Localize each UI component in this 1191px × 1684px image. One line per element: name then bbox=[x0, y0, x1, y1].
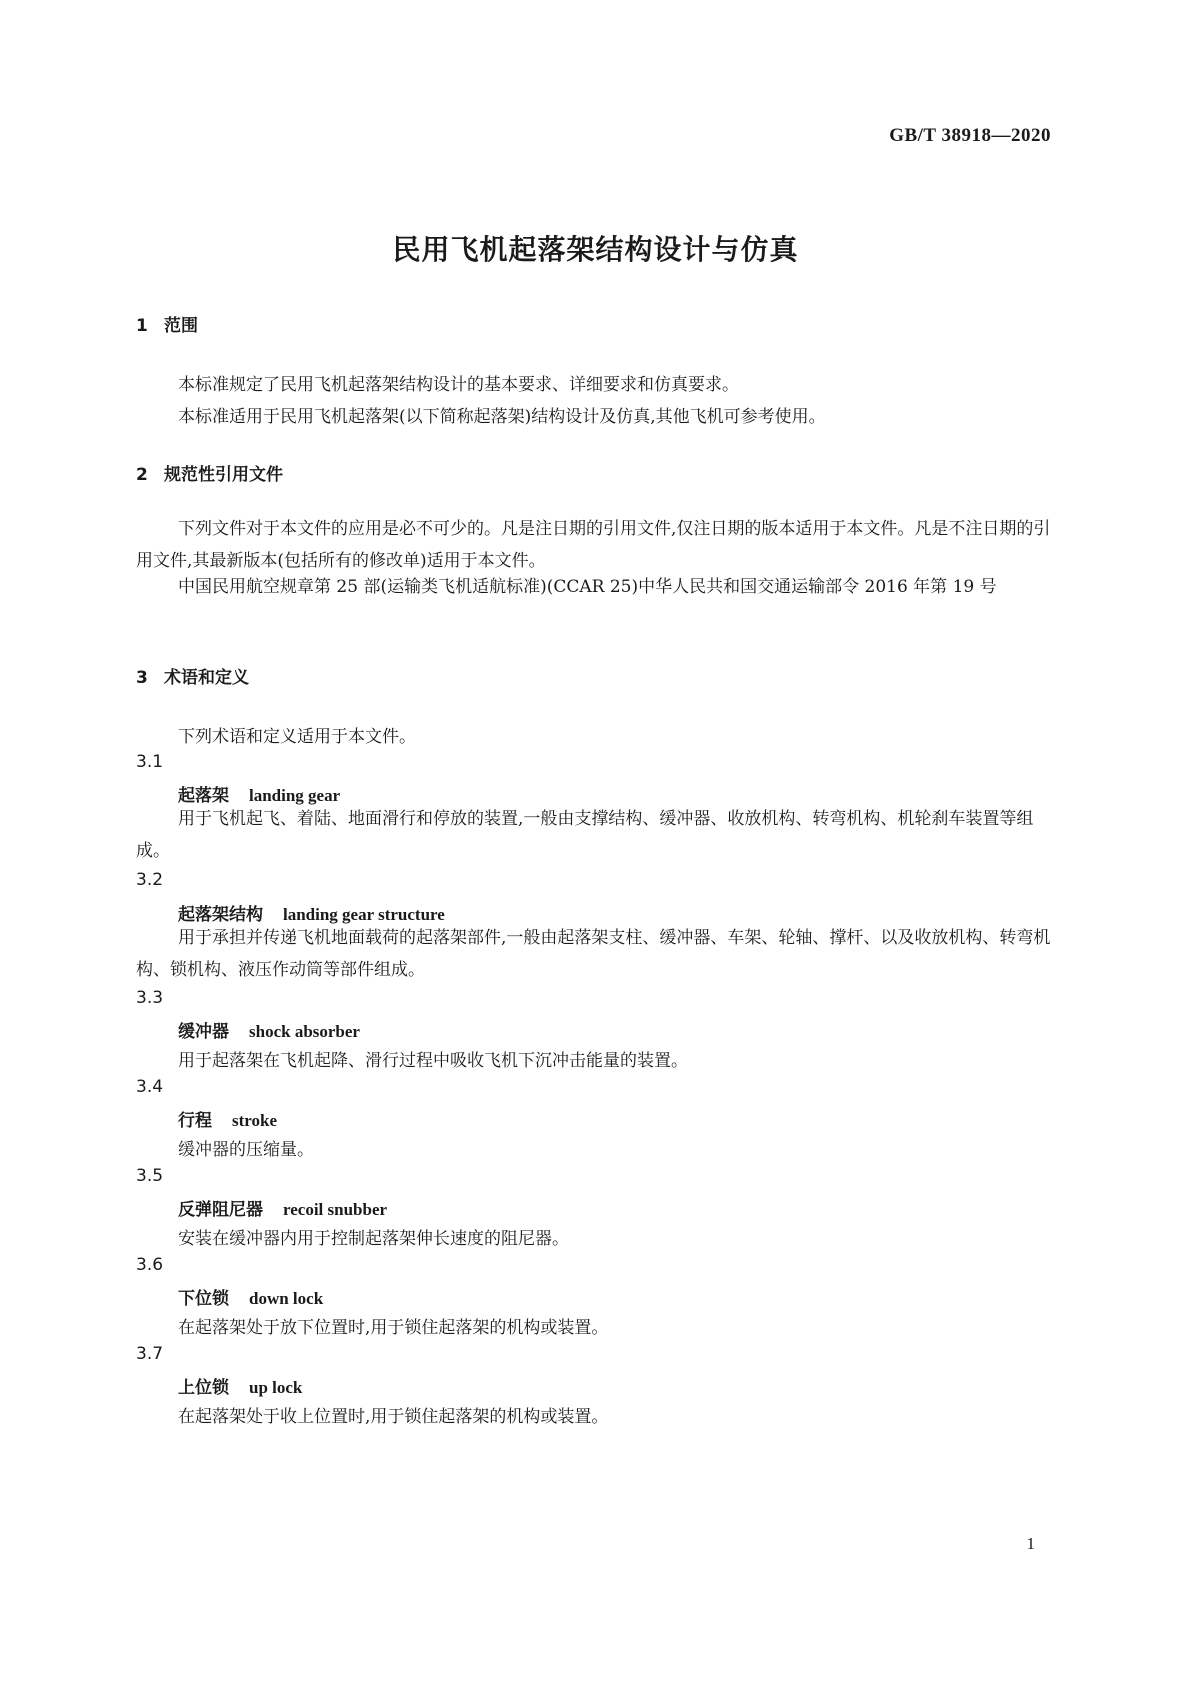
paragraph: 下列文件对于本文件的应用是必不可少的。凡是注日期的引用文件,仅注日期的版本适用于本文件。凡是不注日期的引用文件,其最新版本(包括所有的修改单)适用于本文件。 bbox=[136, 519, 1051, 571]
term-definition: 安装在缓冲器内用于控制起落架伸长速度的阻尼器。 bbox=[178, 1229, 569, 1249]
term-definition: 用于承担并传递飞机地面载荷的起落架部件,一般由起落架支柱、缓冲器、车架、轮轴、撑杆、以及收放机构、转弯机构、锁机构、液压作动筒等部件组成。 bbox=[136, 928, 1051, 980]
term-definition: 用于起落架在飞机起降、滑行过程中吸收飞机下沉冲击能量的装置。 bbox=[178, 1051, 688, 1071]
section-number: 3 bbox=[136, 668, 148, 688]
term-chinese: 缓冲器 bbox=[178, 1022, 229, 1042]
term-chinese: 上位锁 bbox=[178, 1378, 229, 1398]
standard-code: GB/T 38918—2020 bbox=[889, 125, 1051, 146]
term-heading bbox=[178, 1195, 387, 1220]
section-number: 2 bbox=[136, 465, 148, 485]
term-number: 3.2 bbox=[136, 870, 164, 890]
paragraph: 本标准适用于民用飞机起落架(以下简称起落架)结构设计及仿真,其他飞机可参考使用。 bbox=[178, 407, 826, 427]
term-heading bbox=[178, 1106, 277, 1131]
term-english: landing gear structure bbox=[283, 905, 445, 924]
term-chinese: 行程 bbox=[178, 1111, 212, 1131]
term-number: 3.5 bbox=[136, 1166, 164, 1186]
page-number: 1 bbox=[1026, 1534, 1035, 1553]
term-definition: 缓冲器的压缩量。 bbox=[178, 1140, 314, 1160]
term-definition: 在起落架处于收上位置时,用于锁住起落架的机构或装置。 bbox=[178, 1407, 609, 1427]
term-english: up lock bbox=[249, 1378, 303, 1397]
term-chinese: 下位锁 bbox=[178, 1289, 229, 1309]
term-definition: 用于飞机起飞、着陆、地面滑行和停放的装置,一般由支撑结构、缓冲器、收放机构、转弯机构、机轮刹车装置等组成。 bbox=[136, 809, 1034, 861]
term-english: shock absorber bbox=[249, 1022, 360, 1041]
term-english: down lock bbox=[249, 1289, 324, 1308]
document-title: 民用飞机起落架结构设计与仿真 bbox=[392, 233, 799, 266]
term-definition: 在起落架处于放下位置时,用于锁住起落架的机构或装置。 bbox=[178, 1318, 609, 1338]
section-number: 1 bbox=[136, 316, 148, 336]
section-title: 范围 bbox=[164, 316, 198, 336]
section-3-heading bbox=[136, 663, 249, 688]
term-chinese: 起落架结构 bbox=[178, 905, 263, 925]
paragraph: 本标准规定了民用飞机起落架结构设计的基本要求、详细要求和仿真要求。 bbox=[178, 375, 739, 395]
section-1-heading bbox=[136, 311, 198, 336]
term-chinese: 反弹阻尼器 bbox=[178, 1200, 263, 1220]
term-number: 3.3 bbox=[136, 988, 164, 1008]
term-heading bbox=[178, 1017, 360, 1042]
term-english: recoil snubber bbox=[283, 1200, 388, 1219]
paragraph: 下列术语和定义适用于本文件。 bbox=[178, 727, 416, 747]
section-2-heading bbox=[136, 460, 283, 485]
term-english: landing gear bbox=[249, 786, 341, 805]
term-number: 3.7 bbox=[136, 1344, 164, 1364]
term-english: stroke bbox=[232, 1111, 278, 1130]
term-number: 3.1 bbox=[136, 752, 164, 772]
section-title: 规范性引用文件 bbox=[164, 465, 283, 485]
term-heading bbox=[178, 1284, 323, 1309]
section-title: 术语和定义 bbox=[164, 668, 249, 688]
term-heading bbox=[178, 1373, 302, 1398]
paragraph: 中国民用航空规章第 25 部(运输类飞机适航标准)(CCAR 25)中华人民共和国交通运输部令 2016 年第 19 号 bbox=[178, 577, 997, 597]
term-chinese: 起落架 bbox=[178, 786, 229, 806]
term-number: 3.6 bbox=[136, 1255, 164, 1275]
term-number: 3.4 bbox=[136, 1077, 164, 1097]
